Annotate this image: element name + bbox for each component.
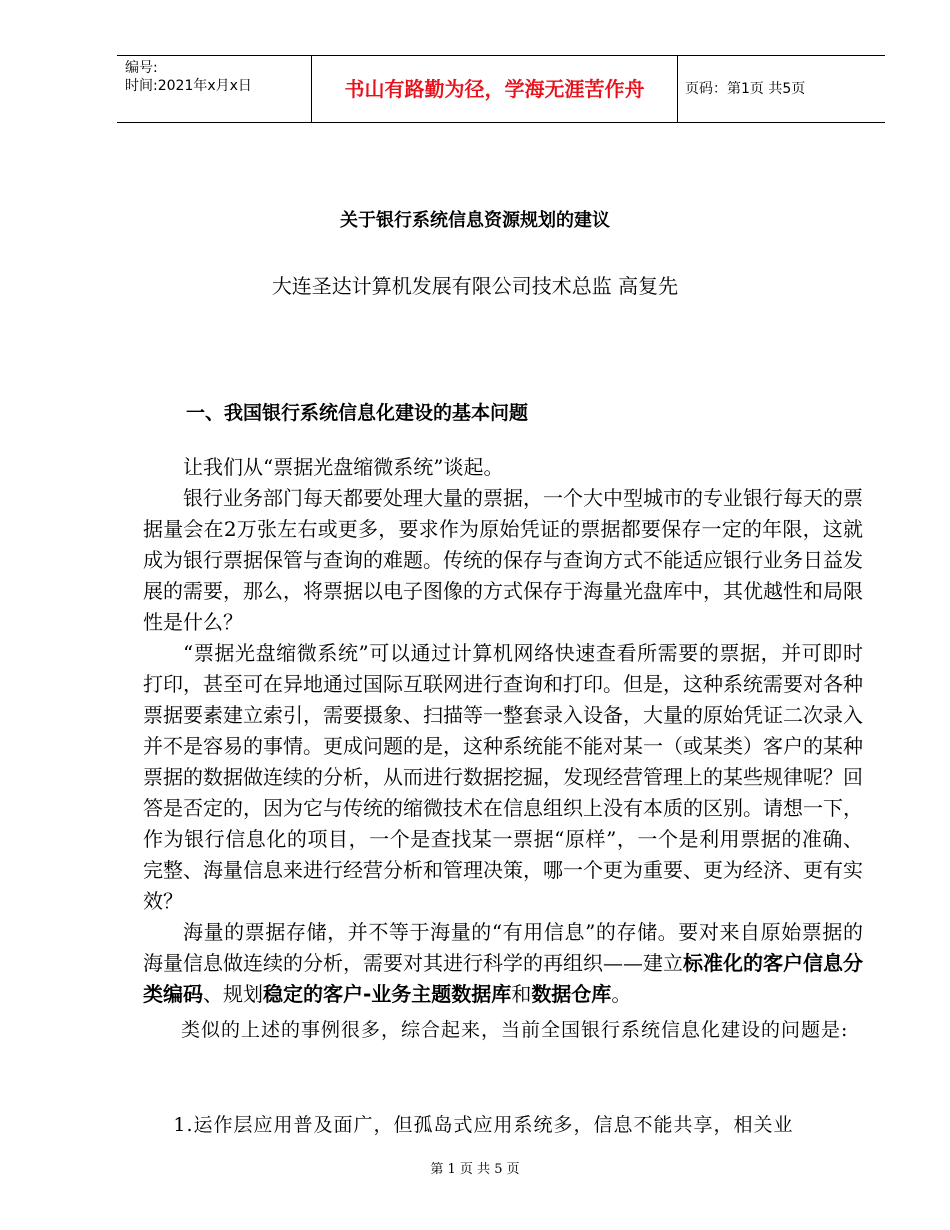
paragraph: 让我们从“票据光盘缩微系统”谈起。 [183, 455, 504, 479]
document-time-label: 时间:2021年x月x日 [125, 78, 252, 94]
header-meta [117, 56, 312, 122]
page-footer: 第 1 页 共 5 页 [430, 1162, 520, 1177]
page-header [117, 55, 885, 123]
header-page-info: 页码：第1页 共5页 [685, 81, 806, 97]
list-item: 1.运作层应用普及面广，但孤岛式应用系统多，信息不能共享，相关业 [173, 1114, 794, 1136]
bold-term: 标准化的客户信息分类编码 [143, 951, 863, 1006]
section-heading: 一、我国银行系统信息化建设的基本问题 [186, 402, 529, 424]
text-run: 。 [611, 982, 632, 1006]
text-run: 和 [511, 982, 532, 1006]
paragraph [143, 917, 863, 1010]
body-text-summary [143, 1014, 863, 1047]
bold-term: 数据仓库 [531, 982, 612, 1006]
document-title: 关于银行系统信息资源规划的建议 [340, 210, 610, 231]
text-run: 海量的票据存储，并不等于海量的“有用信息”的存储。要对来自原始票据的海量信息做连续的分析，需要对其进行科学的再组织——建立 [143, 920, 863, 975]
document-author: 大连圣达计算机发展有限公司技术总监 高复先 [271, 274, 679, 298]
document-number-label: 编号: [125, 60, 158, 76]
paragraph: 银行业务部门每天都要处理大量的票据，一个大中型城市的专业银行每天的票据量会在2万张左右或更多，要求作为原始凭证的票据都要保存一定的年限，这就成为银行票据保管与查询的难题。传统的保存与查询方式不能适应银行业务日益发展的需要，那么，将票据以电子图像的方式保存于海量光盘库中，其优越性和局限性是什么？ [143, 486, 863, 634]
text-run: 、规划 [203, 982, 263, 1006]
bold-term: 稳定的客户-业务主题数据库 [263, 982, 512, 1006]
paragraph: 类似的上述的事例很多，综合起来，当前全国银行系统信息化建设的问题是: [181, 1019, 849, 1041]
header-motto: 书山有路勤为径，学海无涯苦作舟 [312, 56, 678, 122]
paragraph: “票据光盘缩微系统”可以通过计算机网络快速查看所需要的票据，并可即时打印，甚至可在异地通过国际互联网进行查询和打印。但是，这种系统需要对各种票据要素建立索引，需要摄象、扫描等一整套录入设备，大量的原始凭证二次录入并不是容易的事情。更成问题的是，这种系统能不能对某一（或某类）客户的某种票据的数据做连续的分析，从而进行数据挖掘，发现经营管理上的某些规律呢？回答是否定的，因为它与传统的缩微技术在信息组织上没有本质的区别。请想一下，作为银行信息化的项目，一个是查找某一票据“原样”，一个是利用票据的准确、完整、海量信息来进行经营分析和管理决策，哪一个更为重要、更为经济、更有实效？ [143, 641, 863, 913]
body-text-list [143, 1110, 863, 1141]
body-text [143, 452, 863, 1010]
